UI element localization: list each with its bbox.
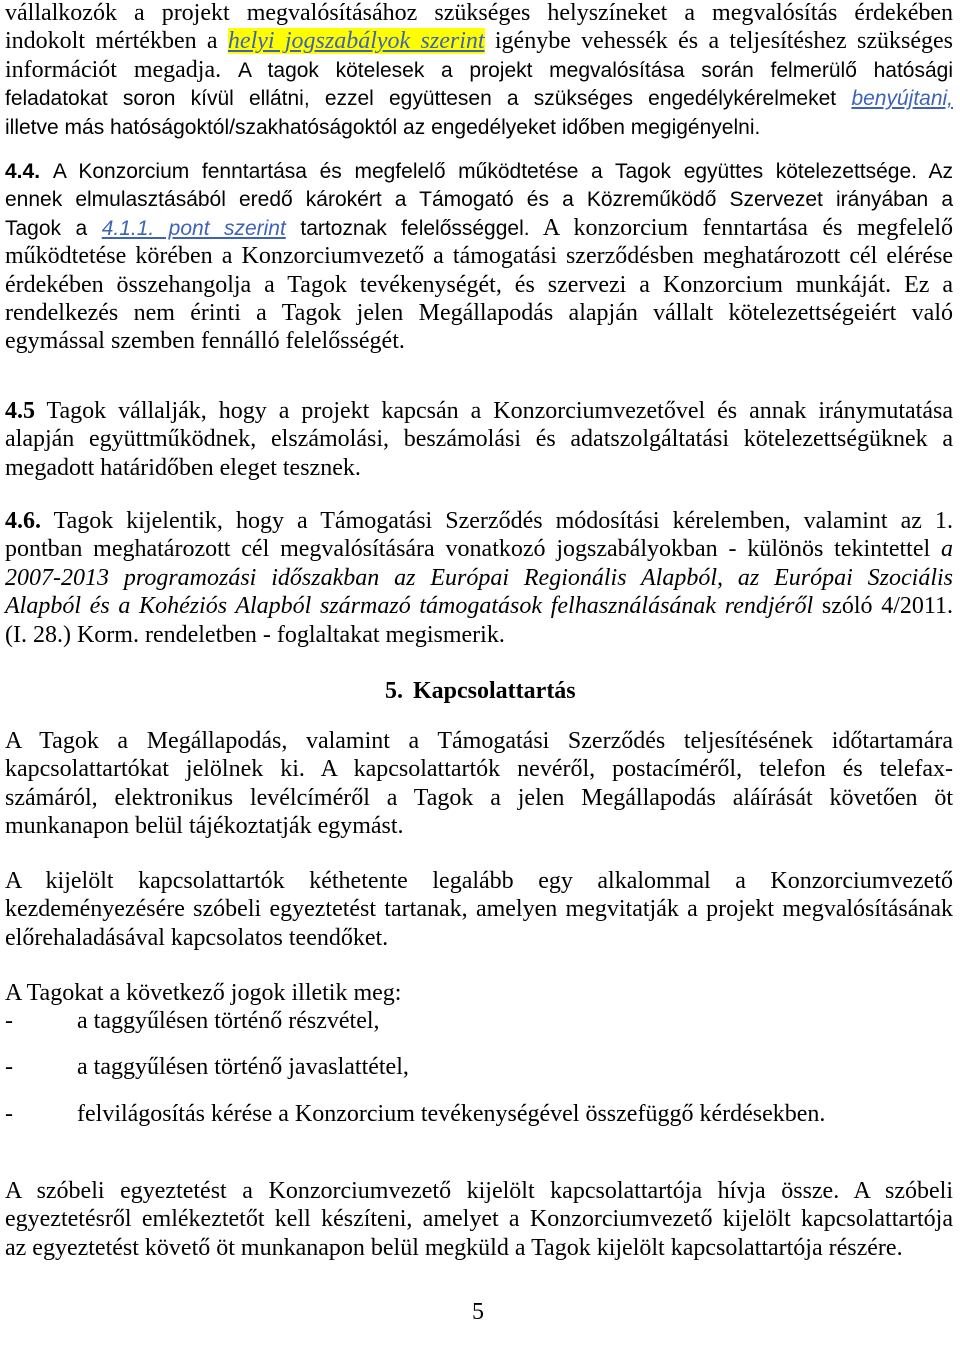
- text-line: az egyeztetést követő öt munkanapon belül megküld a Tagok kijelölt kapcsolattartója részére.: [5, 1234, 903, 1261]
- page-number: 5: [472, 1299, 484, 1325]
- text-line: A Tagokat a következő jogok illetik meg:: [5, 980, 402, 1006]
- heading-title: Kapcsolattartás: [413, 678, 576, 704]
- line-text: tartoznak felelősséggel.: [300, 216, 530, 240]
- heading-number: 5.: [385, 678, 403, 704]
- text-line: [5, 185, 953, 213]
- list-item-line: [5, 1007, 953, 1035]
- text-line: munkanapon belül tájékoztatják egymást.: [5, 813, 404, 840]
- line-text: A Konzorcium fenntartása és megfelelő működtetése a Tagok együttes kötelezettsége. Az: [52, 160, 953, 183]
- text-line: [5, 157, 953, 185]
- line-text: rendelkezés nem érinti a Tagok jelen Megállapodás alapján vállalt kötelezettségeiért való: [5, 299, 953, 326]
- line-text: Tagok a: [5, 216, 88, 240]
- list-item: [5, 1007, 953, 1035]
- text-line: kezdeményezésére szóbeli egyeztetést tartanak, amelyen megvitatják a projekt megvalósításának: [5, 896, 953, 923]
- section-number: 4.4.: [5, 160, 41, 183]
- italic-text: 2007-2013 programozási időszakban az Európai Regionális Alapból, az Európai Szociális: [5, 564, 953, 591]
- line-text: szóló 4/2011.: [821, 593, 954, 620]
- italic-text: Alapból és a Kohéziós Alapból származó támogatások felhasználásának rendjéről: [5, 593, 814, 620]
- text-line: számáról, elektronikus levélcíméről a Tagok a jelen Megállapodás aláírását követően öt: [5, 784, 953, 811]
- text-line: [5, 327, 953, 355]
- section-4-5: [5, 397, 953, 482]
- line-text: érdekében összehangolja a Tagok tevékenységét, és szervezi a Konzorcium munkáját. Ez a: [5, 271, 953, 298]
- paragraph-meetings: [5, 867, 953, 952]
- italic-text: a: [941, 536, 953, 563]
- line-text: alapján együttműködnek, elszámolási, beszámolási és adatszolgáltatási kötelezettségüknek a: [5, 426, 953, 453]
- paragraph-contacts: [5, 727, 953, 841]
- line-text: feladatokat soron kívül ellátni, ezzel együttesen a szükséges engedélykérelmeket: [5, 87, 837, 111]
- line-text: működtetése körében a Konzorciumvezető a támogatási szerződésben meghatározott cél elérése: [5, 243, 953, 270]
- text-line: [5, 56, 953, 84]
- line-text: Tagok kijelentik, hogy a Támogatási Szerződés módosítási kérelemben, valamint az 1.: [53, 508, 953, 534]
- text-line: előrehaladásával kapcsolatos teendőket.: [5, 924, 389, 951]
- list-item-text: felvilágosítás kérése a Konzorcium tevékenységével összefüggő kérdésekben.: [77, 1101, 826, 1127]
- list-bullet: -: [5, 1054, 13, 1080]
- text-line: [5, 592, 953, 620]
- list-bullet: -: [5, 1101, 13, 1127]
- reference-link[interactable]: benyújtani,: [851, 87, 954, 111]
- text-line: egyeztetésről emlékeztetőt kell készíteni, amelyet a Konzorciumvezető kijelölt kapcsolattartója: [5, 1206, 953, 1233]
- section-4-6: [5, 507, 953, 649]
- text-line: [5, 425, 953, 453]
- text-line: [5, 27, 953, 55]
- line-text: A konzorcium fenntartása és megfelelő: [542, 214, 954, 241]
- text-line: [5, 507, 953, 535]
- text-line: [5, 621, 953, 649]
- list-item-text: a taggyűlésen történő javaslattétel,: [77, 1054, 409, 1080]
- paragraph-minutes: [5, 1177, 953, 1262]
- paragraph-project-locations: [5, 0, 953, 141]
- list-item: [5, 1053, 953, 1081]
- list-item-line: [5, 1100, 953, 1128]
- line-text: illetve más hatóságoktól/szakhatóságoktól az engedélyeket időben megigényelni.: [5, 115, 761, 139]
- line-text: A tagok kötelesek a projekt megvalósítása során felmerülő hatósági: [238, 58, 953, 82]
- line-text: vállalkozók a projekt megvalósításához szükséges helyszíneket a megvalósítás érdekében: [5, 0, 953, 26]
- text-line: [5, 535, 953, 563]
- line-text: ennek elmulasztásából eredő károkért a Támogató és a Közreműködő Szervezet irányában a: [5, 188, 953, 212]
- list-item: [5, 1100, 953, 1128]
- list-item-text: a taggyűlésen történő részvétel,: [77, 1008, 380, 1034]
- line-text: indokolt mértékben a: [5, 28, 218, 55]
- text-line: [5, 271, 953, 299]
- line-text: (I. 28.) Korm. rendeletben - foglaltakat megismerik.: [5, 621, 505, 648]
- section-heading: [385, 677, 576, 705]
- text-line: [5, 0, 953, 27]
- text-line: A szóbeli egyeztetést a Konzorciumvezető kijelölt kapcsolattartója hívja össze. A szóbeli: [5, 1178, 953, 1204]
- text-line: [5, 454, 953, 482]
- line-text: megadott határidőben eleget tesznek.: [5, 454, 361, 481]
- line-text: Tagok vállalják, hogy a projekt kapcsán a Konzorciumvezetővel és annak iránymutatása: [46, 398, 953, 424]
- list-bullet: -: [5, 1008, 13, 1034]
- list-item-line: [5, 1053, 953, 1081]
- section-4-4: [5, 157, 953, 356]
- line-text: pontban meghatározott cél megvalósítására vonatkozó jogszabályokban - különös tekintettel: [5, 536, 931, 563]
- line-text: információt megadja.: [5, 56, 222, 83]
- rights-intro: [5, 979, 953, 1007]
- section-number: 4.6.: [5, 508, 41, 534]
- cross-reference-link[interactable]: 4.1.1. pont szerint: [101, 216, 286, 240]
- text-line: [5, 397, 953, 425]
- text-line: A kijelölt kapcsolattartók kéthetente legalább egy alkalommal a Konzorciumvezető: [5, 868, 953, 894]
- text-line: [5, 113, 953, 141]
- text-line: A Tagok a Megállapodás, valamint a Támogatási Szerződés teljesítésének időtartamára: [5, 728, 953, 754]
- text-line: [5, 242, 953, 270]
- text-line: [5, 84, 953, 112]
- text-line: [5, 299, 953, 327]
- line-text: egymással szemben fennálló felelősségét.: [5, 328, 405, 355]
- text-line: [5, 564, 953, 592]
- section-number: 4.5: [5, 398, 35, 424]
- text-line: [5, 214, 953, 242]
- text-line: kapcsolattartókat jelölnek ki. A kapcsolattartók nevéről, postacíméről, telefon és telefax-: [5, 756, 953, 783]
- highlighted-reference-link[interactable]: helyi jogszabályok szerint: [227, 28, 485, 55]
- line-text: igénybe vehessék és a teljesítéshez szükséges: [494, 28, 954, 55]
